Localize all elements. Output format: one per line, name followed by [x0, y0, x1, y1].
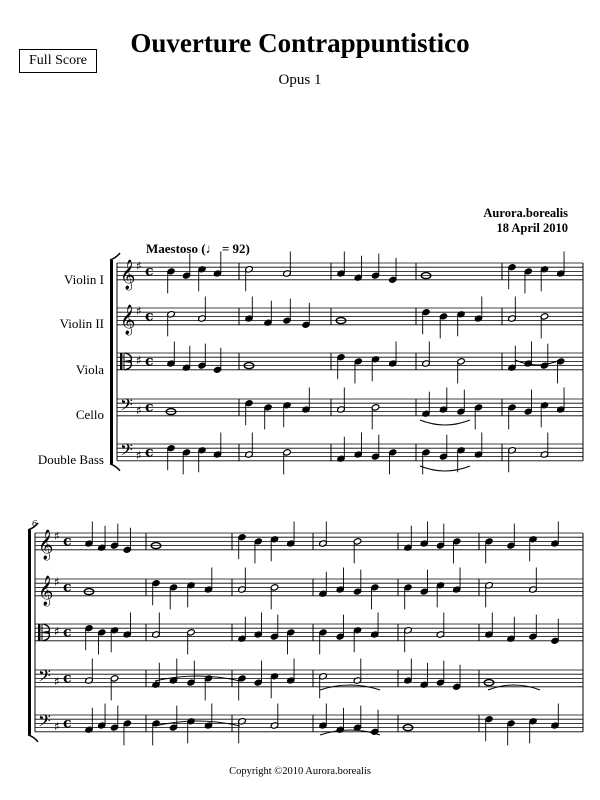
opus-number: Opus 1 [278, 72, 322, 88]
treble-clef-icon: 𝄞 [120, 259, 136, 290]
common-time-icon: c [63, 579, 72, 596]
bass-clef-icon: 𝄢 [120, 394, 133, 419]
alto-clef-icon [120, 353, 122, 370]
system-bracket [110, 260, 113, 464]
instrument-label-double-bass: Double Bass [37, 452, 104, 467]
common-time-icon: c [145, 308, 154, 325]
full-score-label: Full Score [19, 49, 97, 73]
instrument-label-violin-2: Violin II [59, 316, 104, 331]
sharp-icon: ♯ [136, 259, 142, 274]
score-system-1 [110, 252, 583, 475]
treble-clef-icon: 𝄞 [38, 529, 54, 560]
treble-clef-icon: 𝄞 [120, 304, 136, 335]
tempo-marking: Maestoso (♩ = 92) [146, 241, 250, 256]
sharp-icon: ♯ [54, 529, 60, 544]
instrument-label-viola: Viola [75, 362, 104, 377]
sharp-icon: ♯ [54, 719, 60, 734]
common-time-icon: c [145, 399, 154, 416]
instrument-label-violin-1: Violin I [63, 272, 104, 287]
common-time-icon: c [63, 670, 72, 687]
common-time-icon: c [145, 353, 154, 370]
bass-clef-icon: 𝄢 [38, 710, 51, 735]
sharp-icon: ♯ [136, 448, 142, 463]
slur [515, 360, 560, 365]
measure-number: 6 [32, 519, 38, 528]
slur [420, 420, 470, 425]
alto-clef-icon [124, 353, 125, 370]
slur [320, 730, 380, 735]
alto-clef-icon [38, 624, 40, 641]
common-time-icon: c [145, 444, 154, 461]
sharp-icon: ♯ [136, 353, 142, 368]
alto-clef-icon [42, 624, 43, 641]
slur [488, 685, 540, 690]
instrument-label-cello: Cello [75, 407, 104, 422]
sharp-icon: ♯ [136, 304, 142, 319]
sharp-icon: ♯ [54, 624, 60, 639]
slur [320, 685, 380, 690]
sharp-icon: ♯ [54, 674, 60, 689]
sharp-icon: ♯ [136, 403, 142, 418]
system-bracket [28, 530, 31, 735]
bass-clef-icon: 𝄢 [38, 665, 51, 690]
common-time-icon: c [63, 715, 72, 732]
slur [420, 466, 470, 471]
sharp-icon: ♯ [54, 575, 60, 590]
composer-name: Aurora.borealis [483, 206, 568, 220]
score-system-2 [28, 519, 583, 745]
copyright-notice: Copyright ©2010 Aurora.borealis [229, 766, 371, 777]
common-time-icon: c [63, 533, 72, 550]
common-time-icon: c [145, 263, 154, 280]
bass-clef-icon: 𝄢 [120, 439, 133, 464]
score-title: Ouverture Contrappuntistico [130, 28, 470, 58]
treble-clef-icon: 𝄞 [38, 575, 54, 606]
common-time-icon: c [63, 624, 72, 641]
composition-date: 18 April 2010 [496, 221, 568, 235]
